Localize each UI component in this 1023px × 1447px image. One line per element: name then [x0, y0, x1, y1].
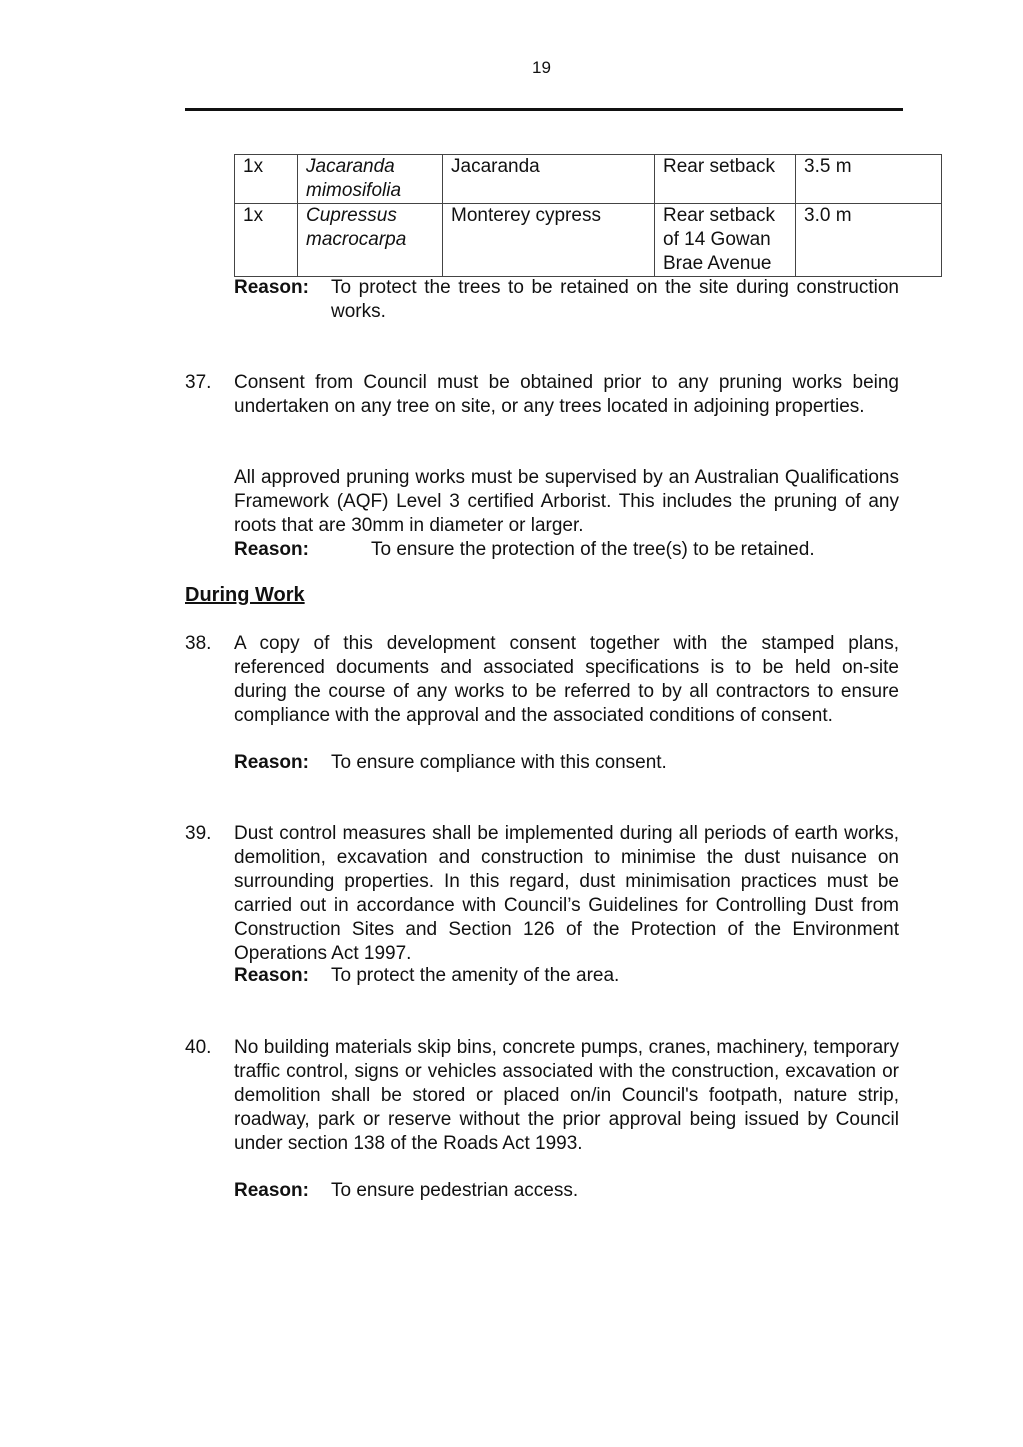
condition-number: 39.: [185, 823, 212, 844]
tree-location: Rear setback: [655, 155, 796, 204]
tree-scientific-name: Jacaranda mimosifolia: [298, 155, 443, 204]
tree-common-name: Monterey cypress: [443, 204, 655, 277]
reason-text: To ensure the protection of the tree(s) to be retained.: [371, 539, 815, 560]
condition-40-reason: [234, 1179, 899, 1203]
reason-label: Reason:: [234, 277, 309, 298]
condition-39-reason: [234, 964, 899, 988]
tree-location: Rear setback of 14 Gowan Brae Avenue: [655, 204, 796, 277]
condition-40-text: No building materials skip bins, concrete pumps, cranes, machinery, temporary traffic control, signs or vehicles associated with the construction, excavation or demolition shall be stored or placed on/in Council's footpath, nature strip, roadway, park or reserve without the prior approval being issued by Council under section 138 of the Roads Act 1993.: [234, 1037, 899, 1154]
section-heading-during-work: During Work: [185, 584, 305, 606]
reason-text: To ensure pedestrian access.: [331, 1180, 579, 1201]
condition-39-text: Dust control measures shall be implemented during all periods of earth works, demolition, excavation and construction to minimise the dust nuisance on surrounding properties. In this regard, dust minimisation practices must be carried out in accordance with Council’s Guidelines for Controlling Dust from Construction Sites and Section 126 of the Protection of the Environment Operations Act 1997.: [234, 823, 899, 964]
tree-scientific-name: Cupressus macrocarpa: [298, 204, 443, 277]
table-row: [235, 204, 942, 277]
reason-label: Reason:: [234, 1180, 309, 1201]
tree-distance: 3.0 m: [796, 204, 942, 277]
condition-number: 40.: [185, 1037, 212, 1058]
table-reason: [234, 276, 899, 324]
reason-label: Reason:: [234, 752, 309, 773]
tree-qty: 1x: [235, 155, 298, 204]
condition-37-para1: Consent from Council must be obtained prior to any pruning works being undertaken on any tree on site, or any trees located in adjoining properties.: [234, 372, 899, 417]
condition-number: 38.: [185, 633, 212, 654]
tree-qty: 1x: [235, 204, 298, 277]
tree-common-name: Jacaranda: [443, 155, 655, 204]
tree-distance: 3.5 m: [796, 155, 942, 204]
reason-label: Reason:: [234, 965, 309, 986]
condition-37-para2: All approved pruning works must be supervised by an Australian Qualifications Framework (AQF) Level 3 certified Arborist. This includes the pruning of any roots that are 30mm in diameter or larger.: [234, 467, 899, 536]
reason-text: To protect the amenity of the area.: [331, 965, 620, 986]
condition-38-text: A copy of this development consent together with the stamped plans, referenced documents and associated specifications is to be held on-site during the course of any works to be referred to by all contractors to ensure compliance with the approval and the associated conditions of consent.: [234, 633, 899, 726]
reason-label: Reason:: [234, 539, 309, 560]
reason-text: To ensure compliance with this consent.: [331, 752, 667, 773]
tree-table: [234, 154, 942, 277]
condition-37-reason: [234, 538, 899, 562]
condition-38-reason: [234, 751, 899, 775]
table-row: [235, 155, 942, 204]
header-rule: [185, 108, 903, 111]
condition-number: 37.: [185, 372, 212, 393]
page-number: 19: [532, 58, 551, 77]
reason-text: To protect the trees to be retained on the site during construction works.: [331, 277, 899, 322]
